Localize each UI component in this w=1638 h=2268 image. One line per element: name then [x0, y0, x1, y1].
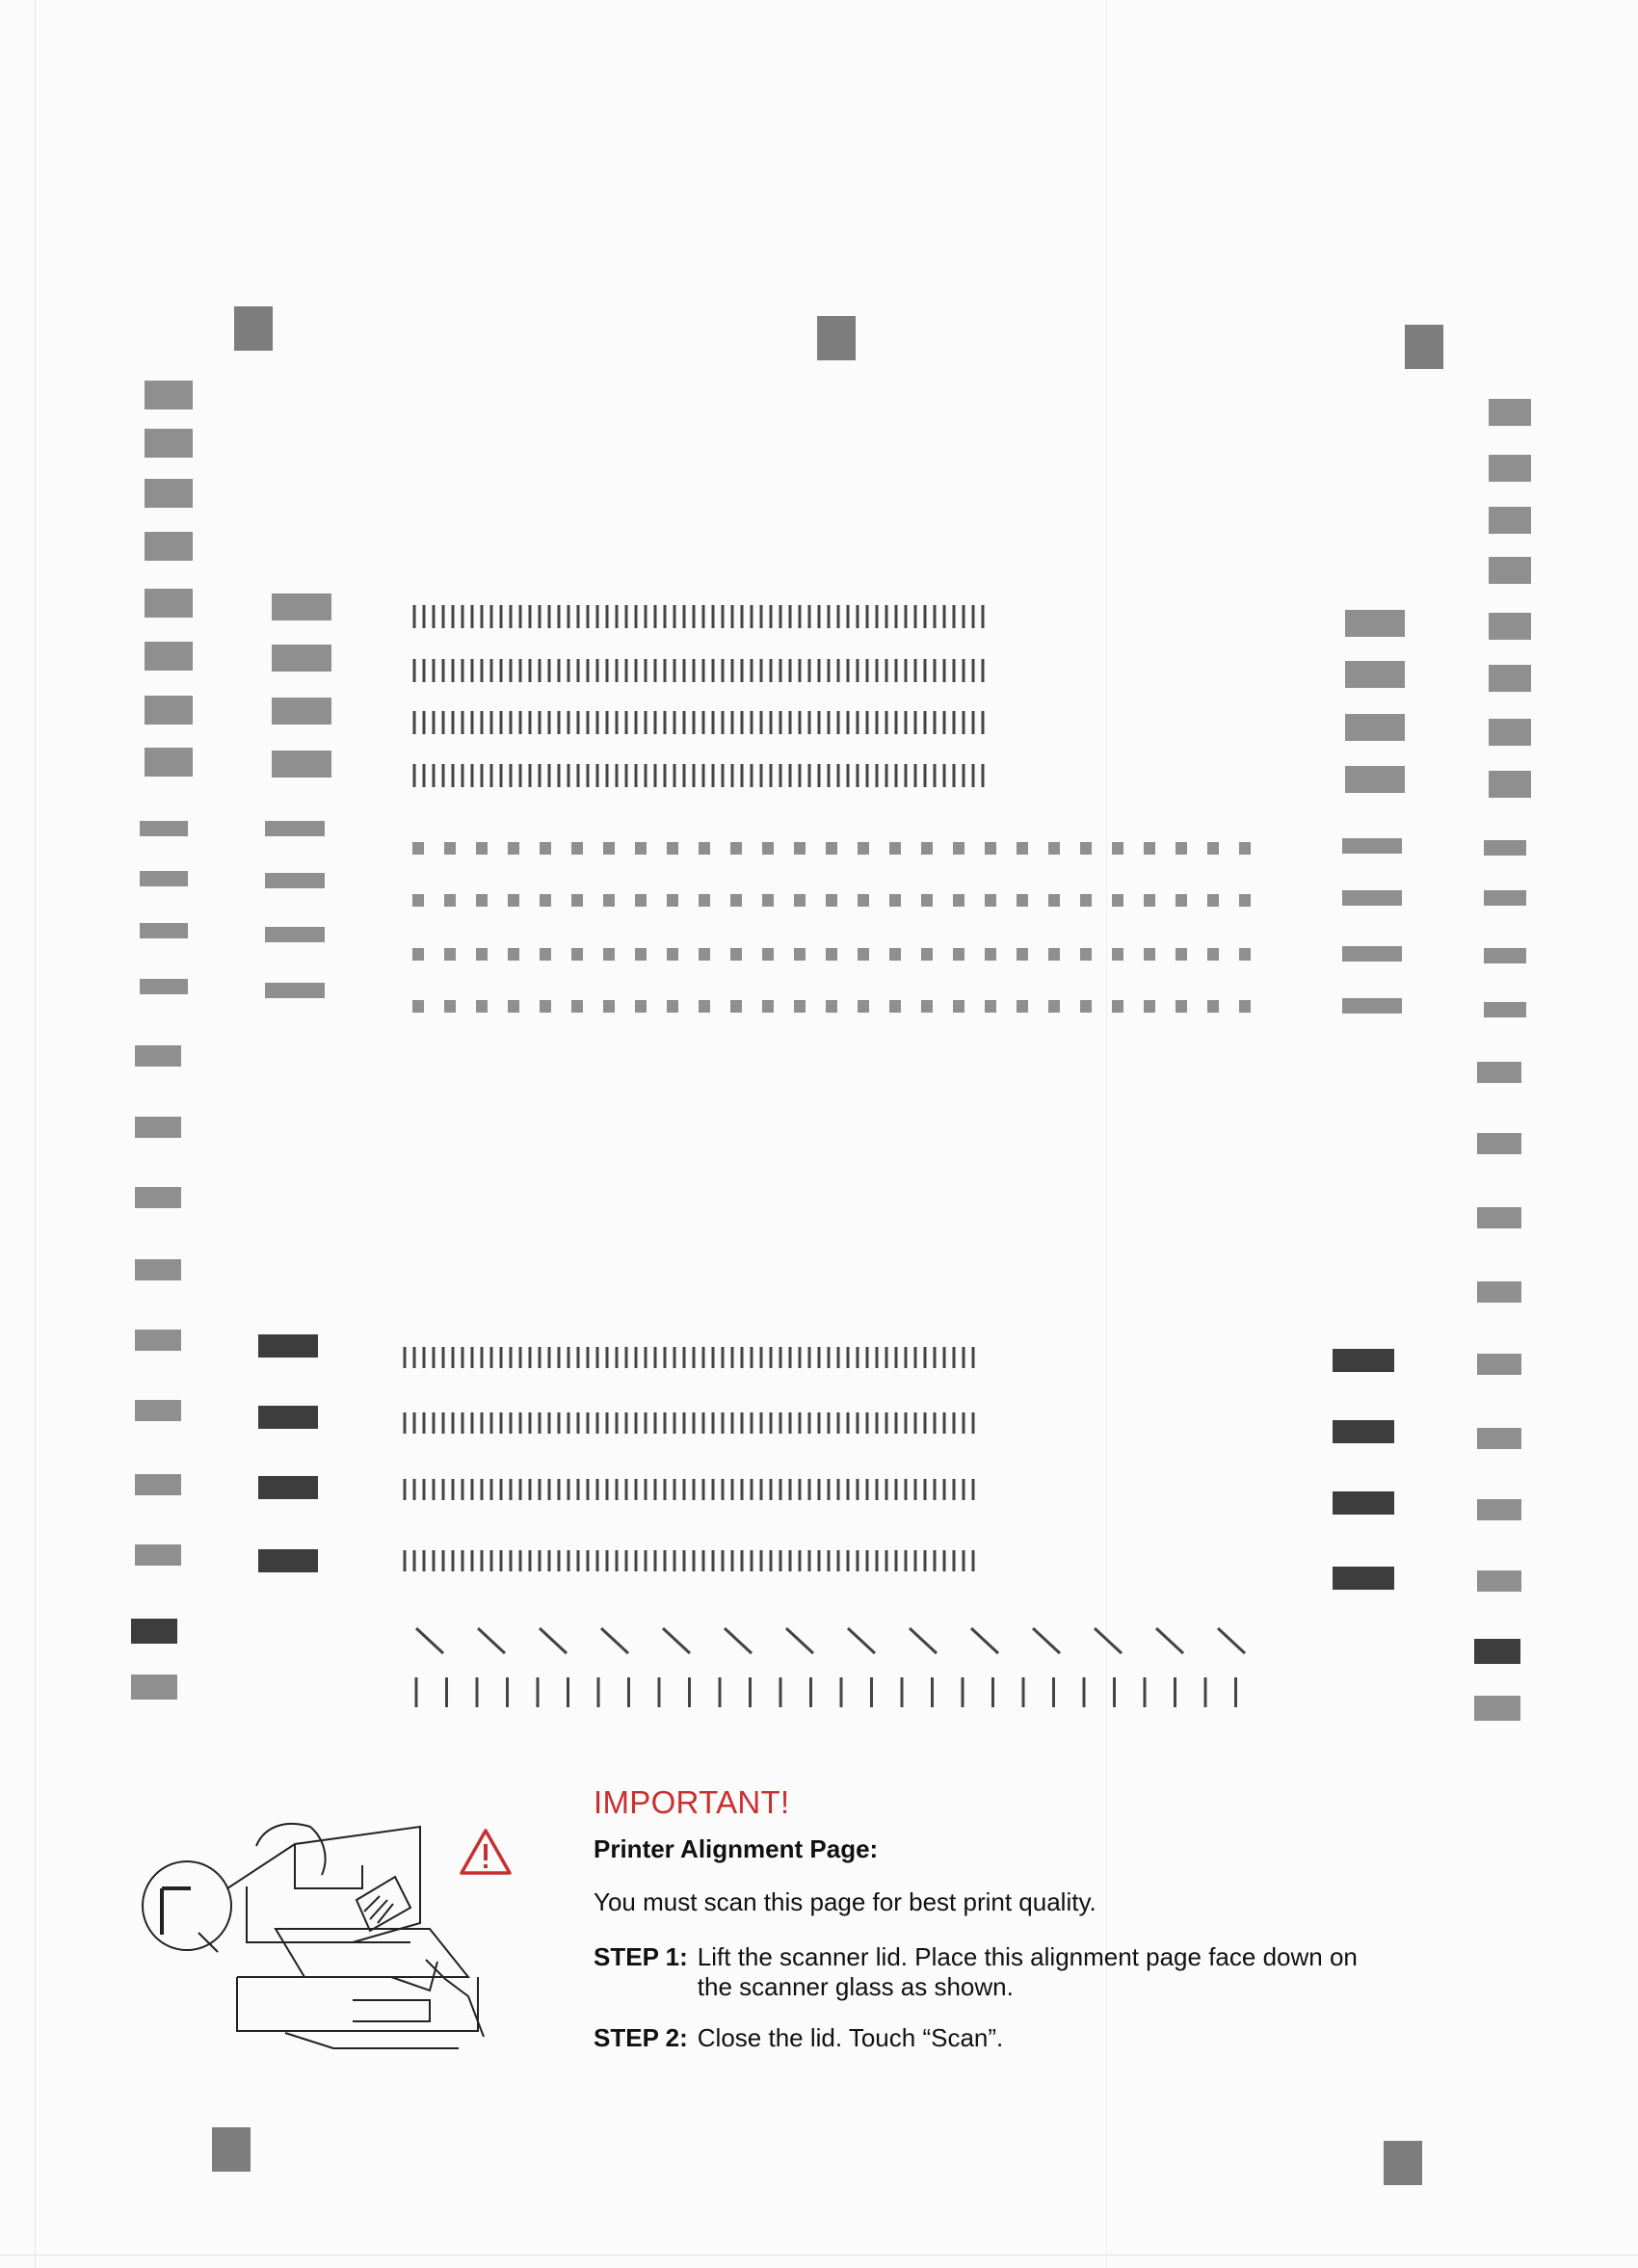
alignment-dash — [571, 842, 583, 855]
alignment-dash — [444, 948, 456, 961]
diagonal-stroke — [725, 1628, 752, 1653]
side-mark — [1484, 890, 1526, 906]
alignment-dash — [476, 894, 488, 907]
alignment-dash — [953, 948, 964, 961]
inner-side-mark — [1345, 661, 1405, 688]
alignment-dash — [540, 948, 551, 961]
alignment-dash — [1112, 948, 1123, 961]
alignment-dash — [603, 894, 615, 907]
alignment-dash — [1017, 1000, 1028, 1013]
alignment-dash — [858, 948, 869, 961]
alignment-dash — [985, 1000, 996, 1013]
alignment-dash — [540, 842, 551, 855]
alignment-dash — [571, 1000, 583, 1013]
side-mark — [1489, 399, 1531, 426]
alignment-dash — [889, 842, 901, 855]
alignment-dash — [858, 842, 869, 855]
inner-side-mark — [265, 983, 325, 998]
alignment-dash — [1112, 842, 1123, 855]
alignment-dash — [985, 894, 996, 907]
side-mark — [1477, 1499, 1521, 1520]
alignment-dash — [1176, 948, 1187, 961]
alignment-dash — [730, 1000, 742, 1013]
alignment-dash — [412, 894, 424, 907]
side-mark — [135, 1259, 181, 1280]
alignment-dash — [667, 842, 678, 855]
side-mark — [1477, 1570, 1521, 1592]
side-mark — [1474, 1639, 1520, 1664]
alignment-dash — [508, 1000, 519, 1013]
alignment-dash — [1144, 948, 1155, 961]
side-mark — [1489, 455, 1531, 482]
alignment-dash — [1207, 894, 1219, 907]
side-mark — [131, 1675, 177, 1700]
diagonal-stroke — [971, 1628, 998, 1653]
diagonal-stroke — [848, 1628, 875, 1653]
inner-side-mark — [265, 873, 325, 888]
alignment-dash — [762, 1000, 774, 1013]
alignment-dash — [412, 1000, 424, 1013]
side-mark — [145, 696, 193, 725]
alignment-dash — [635, 894, 647, 907]
step-2 — [594, 2023, 1461, 2053]
side-mark — [1484, 840, 1526, 856]
inner-side-mark — [258, 1406, 318, 1429]
side-mark — [145, 532, 193, 561]
side-mark — [135, 1045, 181, 1067]
side-mark — [1477, 1281, 1521, 1303]
alignment-dash — [858, 894, 869, 907]
side-mark — [135, 1400, 181, 1421]
side-mark — [1474, 1696, 1520, 1721]
inner-side-mark — [1345, 714, 1405, 741]
side-mark — [135, 1330, 181, 1351]
alignment-dash — [699, 894, 710, 907]
alignment-dash — [1048, 948, 1060, 961]
alignment-dash — [1176, 894, 1187, 907]
side-mark — [1489, 665, 1531, 692]
alignment-dash — [826, 842, 837, 855]
alignment-dash — [1144, 894, 1155, 907]
side-mark — [1477, 1133, 1521, 1154]
alignment-dash — [730, 948, 742, 961]
diagonal-stroke — [786, 1628, 813, 1653]
notice-subtitle: Printer Alignment Page: — [594, 1834, 879, 1863]
alignment-notice — [594, 1784, 1461, 2074]
registration-square — [817, 316, 856, 360]
alignment-dash — [476, 948, 488, 961]
alignment-dash — [889, 948, 901, 961]
inner-side-mark — [1345, 766, 1405, 793]
alignment-dash — [1207, 1000, 1219, 1013]
alignment-dash — [1017, 948, 1028, 961]
side-mark — [145, 589, 193, 618]
warning-triangle-icon — [459, 1827, 513, 1877]
alignment-dash — [1080, 842, 1092, 855]
diagonal-stroke — [601, 1628, 628, 1653]
alignment-dash — [476, 1000, 488, 1013]
alignment-dash — [794, 842, 806, 855]
alignment-dash — [826, 948, 837, 961]
alignment-dash — [762, 948, 774, 961]
step-2-text: Close the lid. Touch “Scan”. — [697, 2023, 1004, 2052]
side-mark — [135, 1474, 181, 1495]
alignment-dash — [699, 948, 710, 961]
alignment-dash — [667, 948, 678, 961]
alignment-dash — [1176, 1000, 1187, 1013]
alignment-dash — [635, 842, 647, 855]
alignment-dash — [540, 894, 551, 907]
inner-side-mark — [272, 751, 331, 778]
side-mark — [135, 1117, 181, 1138]
alignment-dash — [603, 842, 615, 855]
alignment-dash — [985, 842, 996, 855]
notice-title: IMPORTANT! — [594, 1784, 790, 1820]
alignment-dash — [635, 948, 647, 961]
alignment-dash — [476, 842, 488, 855]
alignment-dash — [699, 1000, 710, 1013]
alignment-dash — [1207, 948, 1219, 961]
alignment-dash — [762, 842, 774, 855]
alignment-dash — [1112, 1000, 1123, 1013]
side-mark — [1484, 948, 1526, 963]
inner-side-mark — [1342, 838, 1402, 854]
side-mark — [140, 979, 188, 994]
side-mark — [140, 821, 188, 836]
alignment-dash — [1048, 1000, 1060, 1013]
alignment-dash — [1239, 1000, 1251, 1013]
side-mark — [1489, 719, 1531, 746]
alignment-dash — [1239, 948, 1251, 961]
alignment-dash — [508, 948, 519, 961]
inner-side-mark — [1333, 1420, 1394, 1443]
alignment-dash — [921, 1000, 933, 1013]
alignment-dash — [858, 1000, 869, 1013]
registration-square — [234, 306, 273, 351]
alignment-dash — [1239, 842, 1251, 855]
inner-side-mark — [1345, 610, 1405, 637]
alignment-dash — [730, 842, 742, 855]
inner-side-mark — [1342, 890, 1402, 906]
alignment-dash — [444, 1000, 456, 1013]
side-mark — [140, 871, 188, 886]
inner-side-mark — [272, 645, 331, 672]
alignment-dash — [635, 1000, 647, 1013]
alignment-dash — [826, 1000, 837, 1013]
side-mark — [1477, 1207, 1521, 1228]
inner-side-mark — [1333, 1491, 1394, 1515]
alignment-dash — [571, 948, 583, 961]
alignment-dash — [667, 894, 678, 907]
inner-side-mark — [265, 927, 325, 942]
alignment-dash — [603, 948, 615, 961]
alignment-dash — [508, 894, 519, 907]
alignment-dash — [762, 894, 774, 907]
alignment-dash — [1144, 1000, 1155, 1013]
step-2-label: STEP 2: — [594, 2023, 688, 2052]
alignment-dash — [953, 1000, 964, 1013]
alignment-dash — [412, 842, 424, 855]
alignment-dash — [1048, 842, 1060, 855]
alignment-dash — [921, 948, 933, 961]
alignment-dash — [508, 842, 519, 855]
step-1-label: STEP 1: — [594, 1942, 688, 1971]
side-mark — [135, 1544, 181, 1566]
alignment-dash — [571, 894, 583, 907]
alignment-dash — [1176, 842, 1187, 855]
alignment-dash — [794, 894, 806, 907]
side-mark — [131, 1619, 177, 1644]
inner-side-mark — [258, 1334, 318, 1358]
alignment-dash — [1112, 894, 1123, 907]
side-mark — [145, 642, 193, 671]
alignment-dash — [412, 948, 424, 961]
inner-side-mark — [1342, 998, 1402, 1014]
inner-side-mark — [1333, 1567, 1394, 1590]
alignment-dash — [921, 894, 933, 907]
side-mark — [1489, 507, 1531, 534]
side-mark — [1489, 557, 1531, 584]
alignment-dash — [1017, 894, 1028, 907]
alignment-dash — [953, 894, 964, 907]
diagonal-stroke — [910, 1628, 937, 1653]
alignment-dash — [1080, 1000, 1092, 1013]
side-mark — [1484, 1002, 1526, 1017]
alignment-dash — [667, 1000, 678, 1013]
diagonal-stroke — [663, 1628, 690, 1653]
side-mark — [1477, 1062, 1521, 1083]
alignment-dash — [1080, 948, 1092, 961]
alignment-dash — [699, 842, 710, 855]
inner-side-mark — [272, 593, 331, 620]
inner-side-mark — [272, 698, 331, 725]
alignment-dash — [889, 1000, 901, 1013]
alignment-dash — [444, 842, 456, 855]
alignment-dash — [1080, 894, 1092, 907]
side-mark — [1477, 1354, 1521, 1375]
diagonal-stroke — [540, 1628, 567, 1653]
registration-square — [1384, 2141, 1422, 2185]
alignment-dash — [953, 842, 964, 855]
alignment-dash — [985, 948, 996, 961]
step-1-text: Lift the scanner lid. Place this alignment page face down on the scanner glass as shown. — [697, 1942, 1358, 2001]
alignment-dash — [794, 1000, 806, 1013]
alignment-dash — [540, 1000, 551, 1013]
alignment-dash — [1144, 842, 1155, 855]
side-mark — [145, 748, 193, 777]
side-mark — [145, 479, 193, 508]
diagonal-stroke — [1218, 1628, 1245, 1653]
side-mark — [145, 429, 193, 458]
alignment-dash — [921, 842, 933, 855]
side-mark — [145, 381, 193, 409]
inner-side-mark — [258, 1549, 318, 1572]
inner-side-mark — [265, 821, 325, 836]
alignment-dash — [826, 894, 837, 907]
alignment-dash — [794, 948, 806, 961]
alignment-dash — [1239, 894, 1251, 907]
registration-square — [212, 2127, 251, 2172]
notice-intro: You must scan this page for best print quality. — [594, 1887, 1096, 1916]
diagonal-stroke — [478, 1628, 505, 1653]
side-mark — [135, 1187, 181, 1208]
step-1 — [594, 1942, 1461, 2002]
diagonal-stroke — [1033, 1628, 1060, 1653]
alignment-dash — [603, 1000, 615, 1013]
alignment-dash — [1207, 842, 1219, 855]
side-mark — [1477, 1428, 1521, 1449]
registration-square — [1405, 325, 1443, 369]
side-mark — [1489, 613, 1531, 640]
diagonal-stroke — [1095, 1628, 1122, 1653]
inner-side-mark — [1342, 946, 1402, 962]
inner-side-mark — [258, 1476, 318, 1499]
side-mark — [1489, 771, 1531, 798]
diagonal-stroke — [416, 1628, 443, 1653]
inner-side-mark — [1333, 1349, 1394, 1372]
alignment-dash — [889, 894, 901, 907]
alignment-dash — [1048, 894, 1060, 907]
alignment-dash — [444, 894, 456, 907]
side-mark — [140, 923, 188, 938]
diagonal-stroke — [1156, 1628, 1183, 1653]
alignment-dash — [730, 894, 742, 907]
alignment-dash — [1017, 842, 1028, 855]
